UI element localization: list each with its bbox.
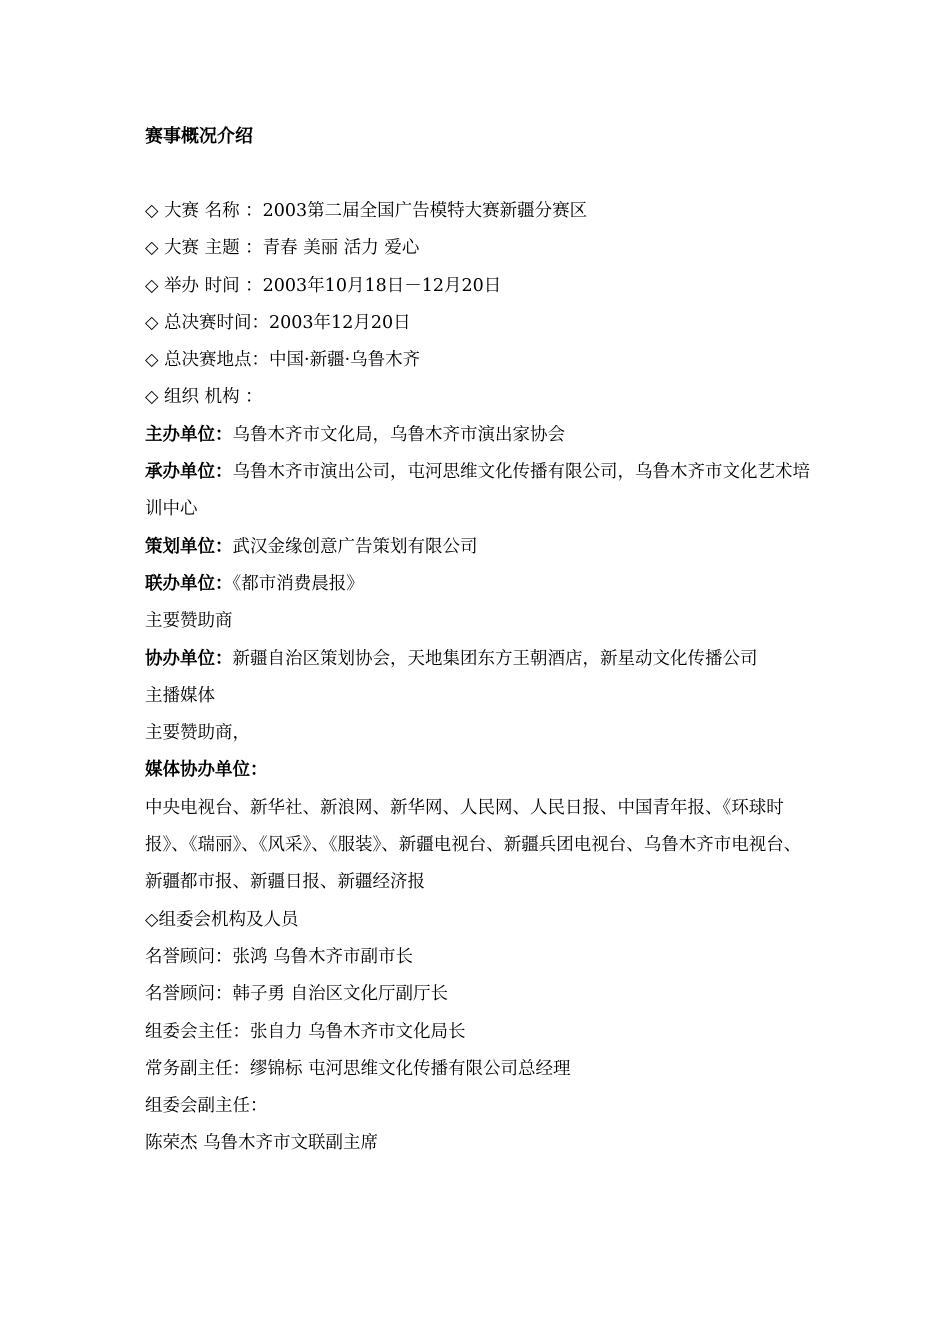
assist-unit-label: 协办单位： [145, 648, 233, 669]
executive-deputy-director: 常务副主任：缪锦标 屯河思维文化传播有限公司总经理 [145, 1058, 571, 1079]
undertaker-unit-value: 乌鲁木齐市演出公司，屯河思维文化传播有限公司，乌鲁木齐市文化艺术培训中心 [145, 462, 810, 520]
assist-unit-line [145, 641, 810, 678]
host-unit-line [145, 417, 810, 454]
deputy-director-entry: 陈荣杰 乌鲁木齐市文联副主席 [145, 1133, 379, 1154]
final-location-line: ◇ 总决赛地点：中国·新疆·乌鲁木齐 [145, 350, 421, 371]
co-host-unit-line [145, 566, 810, 603]
organization-heading: ◇ 组织 机构 ： [145, 387, 263, 408]
main-sponsor-line-2: 主要赞助商， [145, 723, 250, 744]
co-host-unit-value: 《都市消费晨报》 [232, 573, 364, 594]
event-name-line: ◇ 大赛 名称 ：2003第二届全国广告模特大赛新疆分赛区 [145, 201, 588, 221]
planner-unit-value: 武汉金缘创意广告策划有限公司 [232, 536, 478, 557]
honorary-advisor-2: 名誉顾问：韩子勇 自治区文化厅副厅长 [145, 984, 449, 1005]
document-title: 赛事概况介绍 [145, 126, 253, 147]
undertaker-unit-label: 承办单位： [145, 462, 233, 483]
assist-unit-value: 新疆自治区策划协会，天地集团东方王朝酒店，新星动文化传播公司 [232, 648, 758, 669]
media-list-paragraph: 中央电视台、新华社、新浪网、新华网、人民网、人民日报、中国青年报、《环球时报》、《瑞丽》、《风采》、《服装》、新疆电视台、新疆兵团电视台、乌鲁木齐市电视台、新疆都市报、新疆日报、新疆经济报 [145, 797, 802, 893]
honorary-advisor-1: 名誉顾问：张鸿 乌鲁木齐市副市长 [145, 946, 414, 967]
committee-heading: ◇组委会机构及人员 [145, 909, 299, 930]
deputy-directors-heading: 组委会副主任： [145, 1096, 268, 1117]
host-unit-label: 主办单位： [145, 424, 233, 445]
planner-unit-label: 策划单位： [145, 536, 233, 557]
main-media-line: 主播媒体 [145, 685, 215, 706]
co-host-unit-label: 联办单位： [145, 573, 233, 594]
event-theme-line: ◇ 大赛 主题 ：青春 美丽 活力 爱心 [145, 238, 420, 259]
undertaker-unit-line [145, 454, 810, 529]
host-unit-value: 乌鲁木齐市文化局，乌鲁木齐市演出家协会 [232, 424, 565, 445]
main-sponsor-line: 主要赞助商 [145, 611, 233, 632]
committee-director: 组委会主任：张自力 乌鲁木齐市文化局长 [145, 1021, 466, 1042]
planner-unit-line [145, 529, 810, 566]
media-assist-label: 媒体协办单位： [145, 760, 268, 781]
document-body [145, 193, 810, 1163]
event-time-line: ◇ 举办 时间 ：2003年10月18日－12月20日 [145, 275, 502, 296]
final-time-line: ◇ 总决赛时间：2003年12月20日 [145, 312, 411, 333]
